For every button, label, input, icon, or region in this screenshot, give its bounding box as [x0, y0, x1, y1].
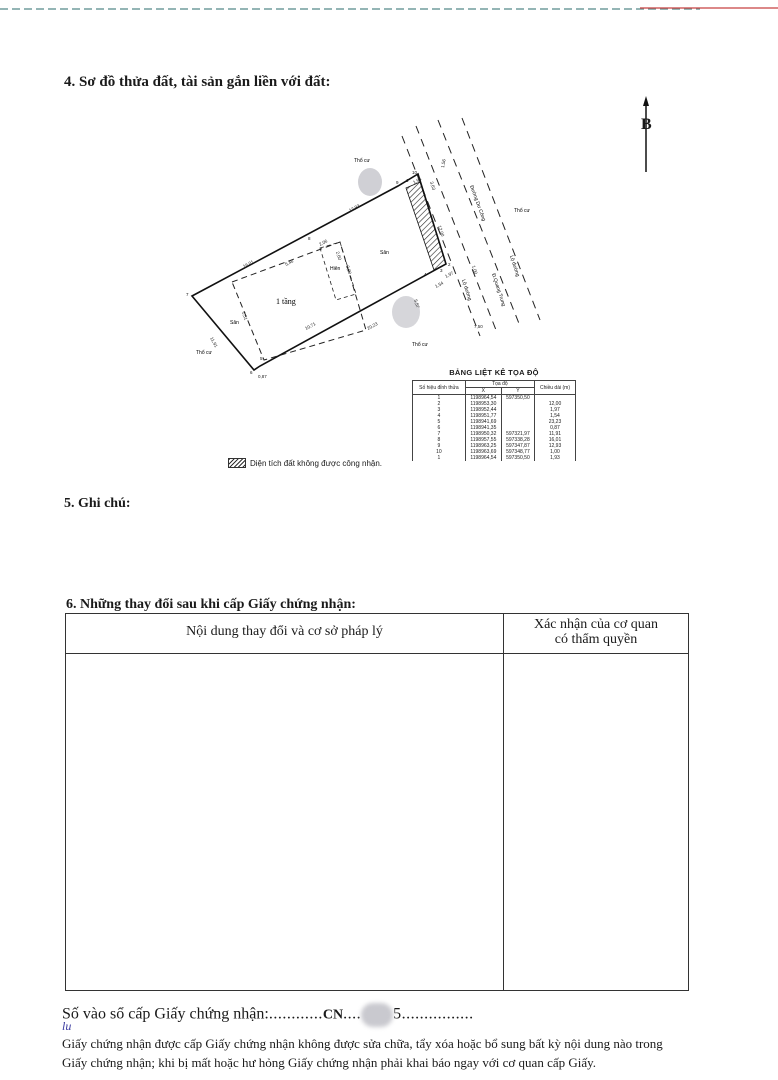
label-porch: Hiên — [330, 266, 341, 272]
coord-cell-len: 12,93 — [534, 443, 575, 449]
dim-label: 1,56 — [440, 158, 447, 169]
coord-cell-p: 7 — [413, 431, 466, 437]
north-arrow-icon — [634, 96, 664, 176]
label-neighbor-right: Thổ cư — [514, 208, 530, 214]
label-road4: Lộ đường — [460, 278, 473, 302]
coord-cell-len: 16,01 — [534, 437, 575, 443]
redacted-mark — [361, 1003, 393, 1027]
coord-cell-p: 1 — [413, 395, 466, 402]
coord-cell-p: 10 — [413, 449, 466, 455]
coord-cell-x: 1198963,25 — [465, 443, 501, 449]
coord-cell-len: 1,97 — [534, 407, 575, 413]
footer-note-line1: Giấy chứng nhận được cấp Giấy chứng nhận không được sửa chữa, tẩy xóa hoặc bổ sung bất kỳ nội dung nào trong — [62, 1036, 663, 1051]
dim-label: 1,51 — [241, 310, 249, 321]
coord-cell-y: 597347,87 — [501, 443, 534, 449]
coord-cell-y: 597350,50 — [501, 455, 534, 461]
point-label: 2 — [448, 262, 451, 267]
dim-label: 12,93 — [348, 203, 361, 213]
dim-label: 16,01 — [242, 259, 255, 269]
registry-dots-mid: .... — [343, 1005, 362, 1023]
coord-cell-x: 1198941,35 — [465, 425, 501, 431]
section-5-title: 5. Ghi chú: — [64, 496, 131, 511]
dim-label: 12,00 — [437, 224, 446, 238]
changes-col2-line1: Xác nhận của cơ quan — [533, 617, 658, 632]
col-length: Chiều dài (m) — [534, 381, 575, 395]
dim-label: 1,93 — [412, 176, 423, 185]
label-yard-right: Sân — [380, 250, 389, 256]
changes-table — [65, 613, 689, 991]
point-label: 4 — [424, 272, 427, 277]
coord-cell-p: 2 — [413, 401, 466, 407]
coord-cell-p: 5 — [413, 419, 466, 425]
point-label: 7 — [186, 292, 189, 297]
coord-cell-len: 23,23 — [534, 419, 575, 425]
coord-cell-len: 0,87 — [534, 425, 575, 431]
col-x: X — [465, 388, 501, 395]
dim-label: 11,91 — [209, 336, 219, 349]
coord-cell-x: 1198951,77 — [465, 413, 501, 419]
dim-label: 2,06 — [318, 238, 329, 247]
coord-cell-p: 4 — [413, 413, 466, 419]
dim-label: 0,87 — [258, 374, 267, 379]
label-road2: Đ.Quang Trung — [490, 272, 507, 308]
footer-note — [62, 1034, 702, 1072]
point-label: 3 — [440, 268, 443, 273]
col-coord: Tọa độ — [465, 381, 534, 388]
col-y: Y — [501, 388, 534, 395]
plot-boundary — [192, 174, 446, 370]
registry-dots-after: 5................ — [393, 1005, 474, 1023]
coord-cell-y: 597321,97 — [501, 431, 534, 437]
section-4-title: 4. Sơ đồ thửa đất, tài sản gắn liền với đất: — [64, 74, 331, 90]
label-building: 1 tầng — [276, 297, 296, 306]
coord-cell-y: 597350,50 — [501, 395, 534, 402]
changes-content-column — [66, 614, 504, 990]
point-label: 8 — [308, 236, 311, 241]
coord-cell-p: 1 — [413, 455, 466, 461]
coord-cell-x: 1198953,30 — [465, 401, 501, 407]
coord-row — [413, 455, 576, 461]
point-label: 10 — [412, 170, 418, 175]
changes-col2-line2: có thẩm quyền — [554, 632, 638, 647]
coord-cell-p: 9 — [413, 443, 466, 449]
coord-cell-x: 1198957,55 — [465, 437, 501, 443]
dim-label: 1,97 — [444, 270, 455, 279]
dim-label: 5,57 — [413, 298, 421, 309]
registry-dots: ............ — [268, 1005, 323, 1023]
coord-cell-x: 1198952,44 — [465, 407, 501, 413]
coord-cell-len: 1,54 — [534, 413, 575, 419]
label-road: Đường Dư Công — [468, 184, 487, 222]
label-road3: Lộ đường — [508, 254, 521, 278]
dim-label: 3,00 — [345, 264, 353, 275]
coord-cell-p: 8 — [413, 437, 466, 443]
coord-cell-x: 1198963,69 — [465, 449, 501, 455]
changes-col1-header: Nội dung thay đổi và cơ sở pháp lý — [186, 624, 383, 639]
dim-label: 7,50 — [474, 324, 483, 329]
coord-cell-y: 597338,28 — [501, 437, 534, 443]
changes-col2-header — [504, 617, 688, 647]
label-neighbor-br: Thổ cư — [412, 342, 428, 348]
dim-label: 2,60 — [335, 250, 343, 261]
point-label: 9 — [396, 180, 399, 185]
registry-label: Số vào sổ cấp Giấy chứng nhận: — [62, 1005, 269, 1023]
footer-note-line2: Giấy chứng nhận; khi bị mất hoặc hư hỏng Giấy chứng nhận phải khai báo ngay với cơ quan cấp Giấy. — [62, 1055, 597, 1070]
coord-cell-p: 3 — [413, 407, 466, 413]
point-label: 1 — [406, 178, 409, 183]
land-plot-diagram — [180, 116, 560, 386]
coord-cell-x: 1198964,54 — [465, 395, 501, 402]
legend — [228, 458, 382, 468]
coord-cell-len: 1,93 — [534, 455, 575, 461]
top-border-line — [0, 4, 778, 14]
dim-label: 1,54 — [434, 280, 445, 289]
handwritten-mark: lu — [62, 1019, 72, 1033]
coord-cell-len: 1,00 — [534, 449, 575, 455]
dim-label: 10,71 — [304, 321, 317, 331]
point-label: 5 — [260, 356, 263, 361]
label-neighbor-tl: Thổ cư — [354, 158, 370, 164]
hatch-legend-icon — [228, 458, 246, 468]
coord-cell-x: 1198950,32 — [465, 431, 501, 437]
coord-cell-x: 1198941,69 — [465, 419, 501, 425]
coord-cell-p: 6 — [413, 425, 466, 431]
col-point: Số hiệu đỉnh thửa — [413, 381, 466, 395]
dim-label: 1,00 — [471, 264, 479, 275]
registry-number — [62, 1003, 474, 1027]
coordinate-table — [412, 366, 576, 461]
coordinate-table-title: BẢNG LIỆT KÊ TỌA ĐỘ — [449, 368, 539, 377]
dim-label: 20,23 — [366, 321, 379, 331]
dim-label: 5,46 — [284, 258, 295, 267]
coord-cell-len: 12,00 — [534, 401, 575, 407]
coord-cell-x: 1198964,54 — [465, 455, 501, 461]
legend-text: Diện tích đất không được công nhận. — [250, 458, 383, 468]
registry-cn: CN — [322, 1007, 344, 1023]
section-6-title: 6. Những thay đổi sau khi cấp Giấy chứng nhận: — [66, 597, 356, 612]
coord-cell-len: 11,91 — [534, 431, 575, 437]
point-label: 6 — [250, 370, 253, 375]
label-neighbor-bl: Thổ cư — [196, 350, 212, 356]
north-label: B — [641, 116, 652, 133]
coord-cell-y: 597348,77 — [501, 449, 534, 455]
label-yard-left: Sân — [230, 320, 239, 326]
dim-label: 3,63 — [429, 180, 437, 191]
